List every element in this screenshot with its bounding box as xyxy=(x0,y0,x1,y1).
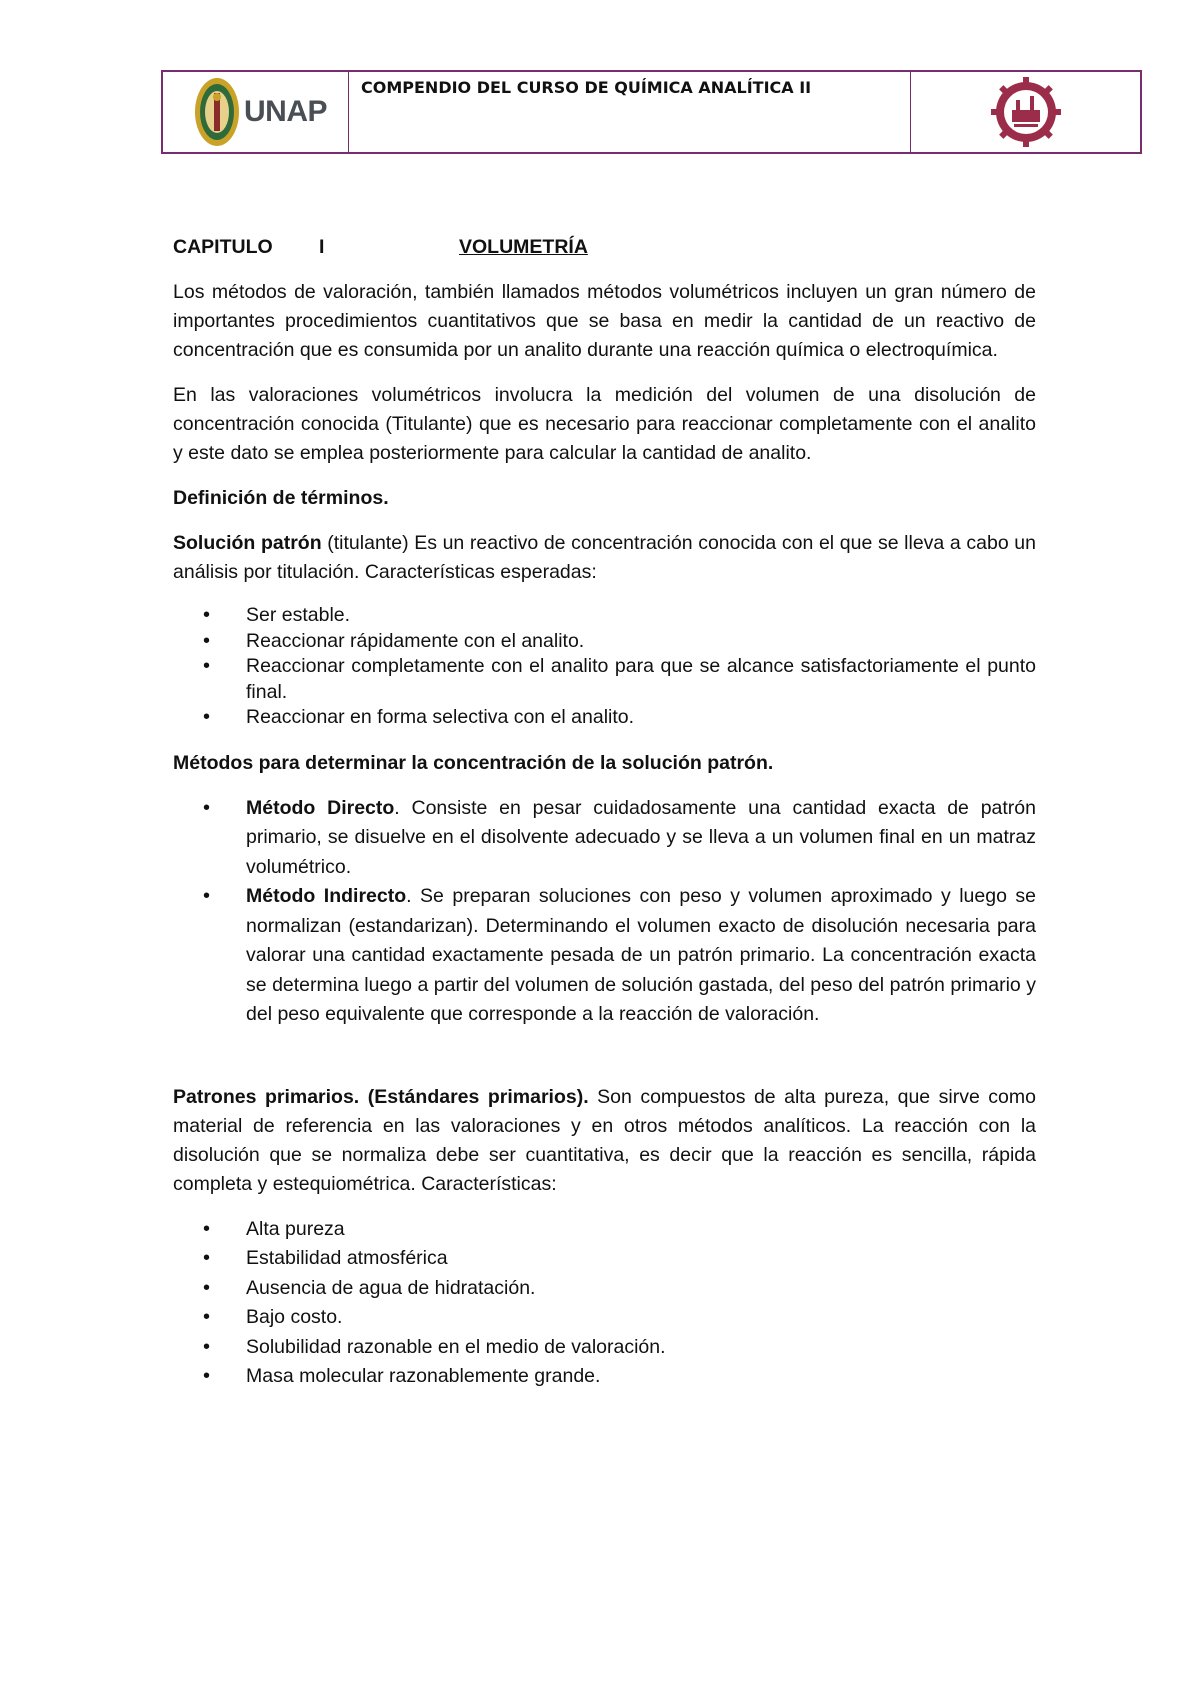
logo-text: UNAP xyxy=(244,95,328,128)
methods-list xyxy=(173,794,1036,1030)
primary-standard-features-list xyxy=(173,1215,1036,1392)
method-text: . Consiste en pesar cuidadosamente una cantidad exacta de patrón primario, se disuelve en el disolvente adecuado y se lleva a un volumen final en un matraz volumétrico. xyxy=(246,796,1036,878)
method-item-indirecto xyxy=(173,882,1036,1030)
solucion-patron-text: (titulante) Es un reactivo de concentración conocida con el que se lleva a cabo un análisis por titulación. Características esperadas: xyxy=(173,532,1036,583)
method-term: Método Indirecto xyxy=(246,885,407,907)
list-item: • Reaccionar completamente con el analito para que se alcance satisfactoriamente el punto final. xyxy=(173,654,1036,705)
patrones-term: Patrones primarios. (Estándares primarios). xyxy=(173,1085,589,1108)
list-item: • Reaccionar en forma selectiva con el analito. xyxy=(173,705,1036,731)
page-header xyxy=(161,70,1142,154)
solucion-patron-paragraph xyxy=(173,529,1036,587)
expected-features-list xyxy=(173,603,1036,731)
document-body xyxy=(173,233,1036,1392)
definitions-heading: Definición de términos. xyxy=(173,487,389,509)
list-item: • Bajo costo. xyxy=(173,1303,1036,1333)
unap-crest-icon xyxy=(194,77,240,147)
list-item: • Reaccionar rápidamente con el analito. xyxy=(173,629,1036,655)
chapter-heading xyxy=(173,233,1036,262)
patrones-text: Son compuestos de alta pureza, que sirve como material de referencia en las valoraciones y en otros métodos analíticos. La reacción con la disolución que se normaliza debe ser cuantitativa, es decir que la reacción es sencilla, rápida completa y estequiométrica. Características: xyxy=(173,1085,1036,1195)
solucion-patron-term: Solución patrón xyxy=(173,532,322,554)
list-item: • Solubilidad razonable en el medio de valoración. xyxy=(173,1333,1036,1363)
header-seal-cell xyxy=(911,72,1140,152)
list-item: • Alta pureza xyxy=(173,1215,1036,1245)
methods-heading: Métodos para determinar la concentración de la solución patrón. xyxy=(173,751,774,774)
header-title: COMPENDIO DEL CURSO DE QUÍMICA ANALÍTICA II xyxy=(349,72,911,152)
method-term: Método Directo xyxy=(246,796,395,819)
list-item: • Estabilidad atmosférica xyxy=(173,1244,1036,1274)
method-item-directo xyxy=(173,794,1036,883)
intro-paragraph: Los métodos de valoración, también llamados métodos volumétricos incluyen un gran número de importantes procedimientos cuantitativos que se basa en medir la cantidad de un reactivo de concentración que es consumida por un analito durante una reacción química o electroquímica. xyxy=(173,281,1036,361)
header-logo-cell xyxy=(163,72,349,152)
chapter-number: I xyxy=(319,236,325,258)
list-item: • Masa molecular razonablemente grande. xyxy=(173,1362,1036,1392)
chapter-title: VOLUMETRÍA xyxy=(459,236,588,258)
method-text: . Se preparan soluciones con peso y volumen aproximado y luego se normalizan (estandarizan). Determinando el volumen exacto de disolución necesaria para valorar una cantidad exactamente pesada de un patrón primario. La concentración exacta se determina luego a partir del volumen de solución gastada, del peso del patrón primario y del peso equivalente que corresponde a la reacción de valoración. xyxy=(246,885,1036,1025)
faculty-seal-icon xyxy=(990,76,1062,148)
patrones-paragraph xyxy=(173,1083,1036,1199)
list-item: • Ausencia de agua de hidratación. xyxy=(173,1274,1036,1304)
list-item: • Ser estable. xyxy=(173,603,1036,629)
chapter-label: CAPITULO xyxy=(173,236,273,258)
titration-paragraph: En las valoraciones volumétricos involucra la medición del volumen de una disolución de concentración conocida (Titulante) que es necesario para reaccionar completamente con el analito y este dato se emplea posteriormente para calcular la cantidad de analito. xyxy=(173,384,1036,464)
